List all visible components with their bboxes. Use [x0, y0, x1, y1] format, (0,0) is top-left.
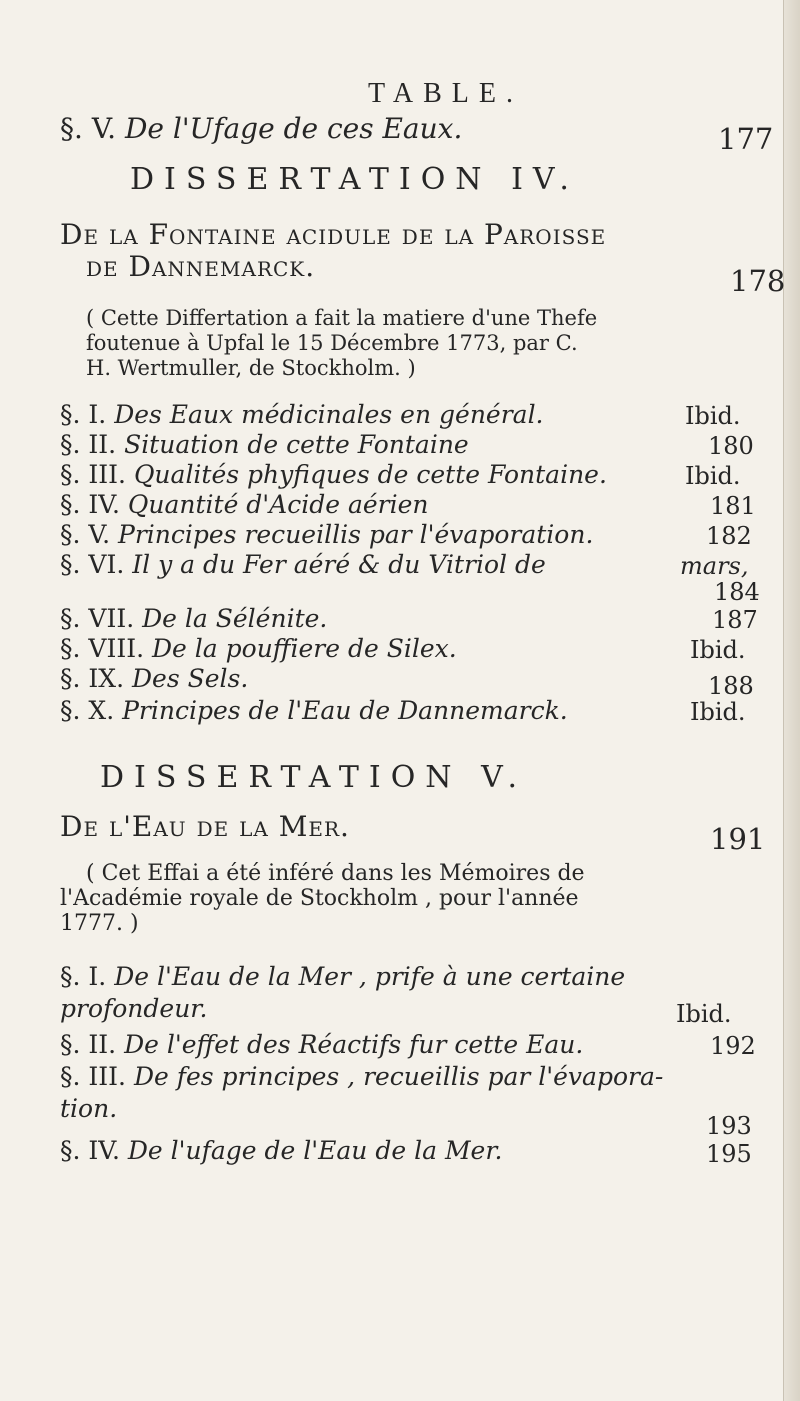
- section-mark: §.: [60, 634, 81, 663]
- dissertation-iv-subject-line1: De la Fontaine acidule de la Paroisse: [60, 218, 607, 251]
- dissertation-iv-note-line2: foutenue à Upfal le 15 Décembre 1773, par C.: [86, 331, 578, 355]
- section-title: De l'effet des Réactifs fur cette Eau.: [124, 1030, 584, 1059]
- section-title: Principes recueillis par l'évaporation.: [118, 520, 594, 549]
- list-item: [60, 604, 327, 633]
- list-item: [60, 664, 248, 693]
- running-title: TABLE.: [368, 78, 523, 109]
- section-mark: §.: [60, 1062, 81, 1091]
- dissertation-iv-heading: DISSERTATION IV.: [130, 162, 579, 197]
- dissertation-v-subject-page: 191: [710, 822, 766, 856]
- section-title: Quantité d'Acide aérien: [127, 490, 429, 519]
- section-mark: §.: [60, 550, 81, 579]
- section-numeral: IV.: [88, 1136, 120, 1165]
- dissertation-iv-note-line3: H. Wertmuller, de Stockholm. ): [86, 356, 416, 380]
- list-item: [60, 634, 457, 663]
- section-title: Des Sels.: [131, 664, 249, 693]
- section-numeral: II.: [88, 1030, 117, 1059]
- section-title: De l'Ufage de ces Eaux.: [124, 112, 463, 145]
- list-item: [60, 400, 544, 429]
- entry-page: Ibid.: [685, 462, 741, 490]
- section-title: Situation de cette Fontaine: [124, 430, 469, 459]
- section-title: Il y a du Fer aéré & du Vitriol de: [132, 550, 546, 579]
- section-numeral: VII.: [88, 604, 135, 633]
- section-numeral: III.: [88, 1062, 126, 1091]
- section-numeral: VIII.: [88, 634, 145, 663]
- dissertation-v-note-line2: l'Académie royale de Stockholm , pour l'année: [60, 886, 579, 911]
- entry-page: 182: [706, 522, 752, 550]
- entry-page: 195: [706, 1140, 752, 1168]
- section-title: Principes de l'Eau de Dannemarck.: [122, 696, 568, 725]
- list-item: [60, 962, 625, 991]
- section-numeral: V.: [88, 520, 111, 549]
- list-item: [60, 1136, 502, 1165]
- section-title: Qualités phyfiques de cette Fontaine.: [133, 460, 607, 489]
- dissertation-v-subject: De l'Eau de la Mer.: [60, 810, 350, 843]
- section-numeral: II.: [88, 430, 117, 459]
- section-mark: §.: [60, 490, 81, 519]
- entry-page: 180: [708, 432, 754, 460]
- dissertation-v-note-line1: ( Cet Effai a été inféré dans les Mémoires de: [86, 861, 585, 886]
- entry-page: Ibid.: [690, 698, 746, 726]
- section-mark: §.: [60, 1136, 81, 1165]
- entry-page: mars,: [680, 552, 749, 580]
- list-item: [60, 490, 429, 519]
- section-mark: §.: [60, 400, 81, 429]
- section-mark: §.: [60, 112, 83, 145]
- section-title: De la Sélénite.: [142, 604, 328, 633]
- section-numeral: I.: [88, 400, 107, 429]
- list-item: [60, 430, 469, 459]
- list-item: [60, 520, 593, 549]
- list-item: [60, 696, 568, 725]
- dissertation-iv-note-line1: ( Cette Differtation a fait la matiere d'une Thefe: [86, 306, 598, 330]
- section-title-continued: profondeur.: [60, 994, 208, 1023]
- section-numeral: VI.: [88, 550, 125, 579]
- section-mark: §.: [60, 664, 81, 693]
- page-edge: [783, 0, 800, 1401]
- section-numeral: I.: [88, 962, 107, 991]
- list-item: [60, 460, 607, 489]
- entry-page: Ibid.: [690, 636, 746, 664]
- section-mark: §.: [60, 460, 81, 489]
- page-number: 177: [718, 122, 774, 156]
- list-item: [60, 1030, 583, 1059]
- section-mark: §.: [60, 696, 81, 725]
- section-mark: §.: [60, 604, 81, 633]
- entry-page: 187: [712, 606, 758, 634]
- entry-page: 193: [706, 1112, 752, 1140]
- section-title: Des Eaux médicinales en général.: [114, 400, 544, 429]
- entry-page-continued: 184: [714, 578, 760, 606]
- list-item: [60, 550, 546, 579]
- section-mark: §.: [60, 1030, 81, 1059]
- dissertation-v-heading: DISSERTATION V.: [100, 760, 528, 795]
- section-mark: §.: [60, 962, 81, 991]
- section-numeral: IX.: [88, 664, 125, 693]
- list-item: [60, 1062, 663, 1091]
- entry-page: 181: [710, 492, 756, 520]
- dissertation-iv-subject-page: 178: [730, 264, 786, 298]
- entry-page: 188: [708, 672, 754, 700]
- section-mark: §.: [60, 430, 81, 459]
- entry-page: Ibid.: [685, 402, 741, 430]
- section-title: De fes principes , recueillis par l'évapora-: [133, 1062, 664, 1091]
- dissertation-iv-subject-line2: de Dannemarck.: [86, 250, 316, 283]
- section-numeral: III.: [88, 460, 126, 489]
- section-title: De l'ufage de l'Eau de la Mer.: [127, 1136, 503, 1165]
- section-numeral: IV.: [88, 490, 120, 519]
- section-title: De l'Eau de la Mer , prife à une certaine: [114, 962, 626, 991]
- section-title-continued: tion.: [60, 1094, 118, 1123]
- section-mark: §.: [60, 520, 81, 549]
- carryover-entry: [60, 112, 462, 145]
- entry-page: 192: [710, 1032, 756, 1060]
- section-title: De la pouffiere de Silex.: [152, 634, 457, 663]
- entry-page: Ibid.: [676, 1000, 732, 1028]
- dissertation-v-note-line3: 1777. ): [60, 911, 139, 936]
- section-numeral: V.: [91, 112, 117, 145]
- section-numeral: X.: [88, 696, 115, 725]
